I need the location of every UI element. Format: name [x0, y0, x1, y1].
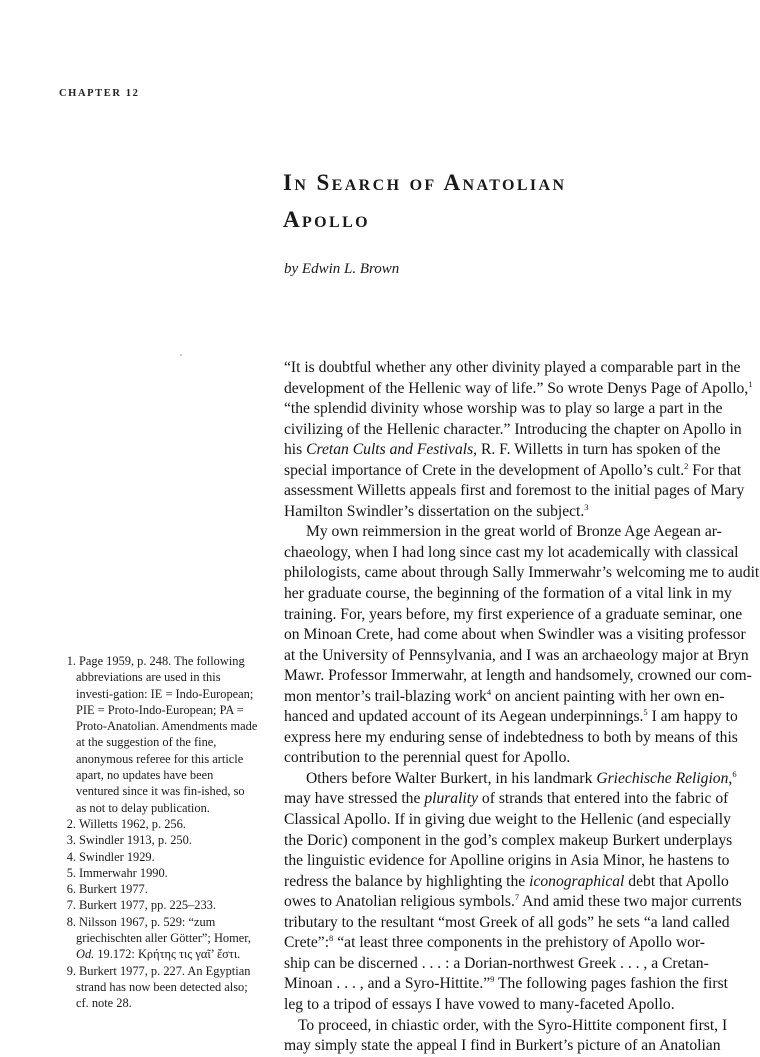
body-line: mon mentor’s trail-blazing work$^4$ on ancient painting with her own en-	[284, 686, 725, 705]
body-line: “the splendid divinity whose worship was to play so large a part in the	[284, 400, 723, 418]
italic-term: plurality	[424, 790, 479, 808]
body-line: may simply state the appeal I find in Burkert’s picture of an Anatolian	[284, 1037, 721, 1055]
note-ref: 6	[732, 768, 737, 779]
footnote: 8. Nilsson 1967, p. 529: “zum griechischten aller Götter”; Homer, Od. 19.172: Κρήτης τις γαῖ’ ἔστι.	[66, 914, 251, 962]
body-text	[284, 358, 760, 1057]
italic-term: iconographical	[529, 872, 625, 890]
note-ref: 7	[514, 892, 520, 903]
body-line: may have stressed the plurality of strands that entered into the fabric of	[284, 790, 729, 808]
body-line: ship can be discerned . . . : a Dorian-northwest Greek . . . , a Cretan-	[284, 954, 709, 972]
body-line: his Cretan Cults and Festivals, R. F. Willetts in turn has spoken of the	[284, 441, 721, 459]
body-line: owes to Anatolian religious symbols.$^7$ And amid these two major currents	[284, 892, 742, 911]
title-line-2: Apollo	[283, 207, 371, 232]
note-ref: 2	[684, 460, 689, 471]
body-line: Minoan . . . , and a Syro-Hittite.”$^9$ The following pages fashion the first	[284, 974, 728, 993]
body-line: redress the balance by highlighting the iconographical debt that Apollo	[284, 872, 729, 890]
article-title	[283, 164, 723, 238]
note-ref: 1	[748, 378, 753, 389]
body-line: training. For, years before, my first experience of a graduate seminar, one	[284, 605, 743, 623]
body-line: her graduate course, the beginning of the formation of a vital link in my	[284, 585, 732, 603]
body-line: Others before Walter Burkert, in his landmark Griechische Religion,$^6$	[306, 768, 737, 787]
body-line: Mawr. Professor Immerwahr, at length and handsomely, crowned our com-	[284, 667, 752, 685]
body-line: on Minoan Crete, had come about when Swindler was a visiting professor	[284, 626, 746, 644]
body-line: civilizing of the Hellenic character.” Introducing the chapter on Apollo in	[284, 420, 742, 438]
body-line: To proceed, in chiastic order, with the Syro-Hittite component first, I	[298, 1016, 728, 1034]
chapter-label: CHAPTER 12	[59, 88, 140, 99]
note-ref: 5	[643, 707, 648, 718]
body-line: Classical Apollo. If in giving due weight to the Hellenic (and especially	[284, 811, 731, 829]
body-line: assessment Willetts appeals first and foremost to the initial pages of Mary	[284, 482, 745, 500]
footnote: 5. Immerwahr 1990.	[66, 865, 168, 880]
note-ref: 9	[490, 974, 495, 985]
footnote: 1. Page 1959, p. 248. The following abbreviations are used in this investi-gation: IE = Indo-European; PIE = Proto-Indo-European; PA = Proto-Anatolian. Amendments made at the suggestion of the fine, anonymous referee for this article apart, no updates have been ventured since it was fin-ished, so as not to delay publication.	[66, 654, 258, 815]
body-line: Crete”:$^8$ “at least three components in the prehistory of Apollo wor-	[284, 933, 705, 952]
note-ref: 8	[329, 933, 334, 944]
body-line: the linguistic evidence for Apolline origins in Asia Minor, he hastens to	[284, 852, 730, 870]
italic-abbrev: Od.	[76, 947, 95, 962]
body-line: hanced and updated account of its Aegean underpinnings.$^5$ I am happy to	[284, 707, 738, 726]
footnotes	[58, 653, 258, 1012]
body-line: My own reimmersion in the great world of Bronze Age Aegean ar-	[306, 523, 722, 541]
footnote: 6. Burkert 1977.	[66, 882, 148, 897]
body-line: chaeology, when I had long since cast my lot academically with classical	[284, 543, 739, 561]
footnote: 7. Burkert 1977, pp. 225–233.	[66, 898, 216, 913]
body-line: the Doric) component in the god’s complex makeup Burkert underplays	[284, 831, 733, 849]
footnote: 2. Willetts 1962, p. 256.	[66, 816, 186, 831]
italic-title: Cretan Cults and Festivals,	[306, 441, 478, 459]
note-ref: 4	[486, 686, 492, 697]
note-ref: 3	[584, 501, 589, 512]
author-byline: by Edwin L. Brown	[284, 261, 400, 277]
body-line: express here my enduring sense of indebtedness to both by means of this	[284, 728, 738, 746]
body-line: tributary to the resultant “most Greek of all gods” he sets “a land called	[284, 913, 730, 931]
body-line: contribution to the perennial quest for Apollo.	[284, 749, 571, 767]
italic-title: Griechische Religion,	[596, 769, 733, 787]
body-line: at the University of Pennsylvania, and I was an archaeology major at Bryn	[284, 646, 749, 664]
body-line: Hamilton Swindler’s dissertation on the subject.$^3$	[284, 501, 589, 520]
body-line: special importance of Crete in the development of Apollo’s cult.$^2$ For that	[284, 460, 742, 479]
body-line: leg to a tripod of essays I have vowed to many-faceted Apollo.	[284, 995, 675, 1013]
title-line-1: In Search of Anatolian	[283, 170, 567, 195]
footnote: 3. Swindler 1913, p. 250.	[66, 833, 192, 848]
footnote: 9. Burkert 1977, p. 227. An Egyptian strand has now been detected also; cf. note 28.	[66, 963, 251, 1011]
body-line: development of the Hellenic way of life.” So wrote Denys Page of Apollo,$^1$	[284, 378, 753, 397]
body-line: “It is doubtful whether any other divinity played a comparable part in the	[284, 359, 741, 376]
scan-speck	[180, 354, 182, 356]
footnote: 4. Swindler 1929.	[66, 849, 155, 864]
body-line: philologists, came about through Sally Immerwahr’s welcoming me to audit	[284, 564, 760, 582]
